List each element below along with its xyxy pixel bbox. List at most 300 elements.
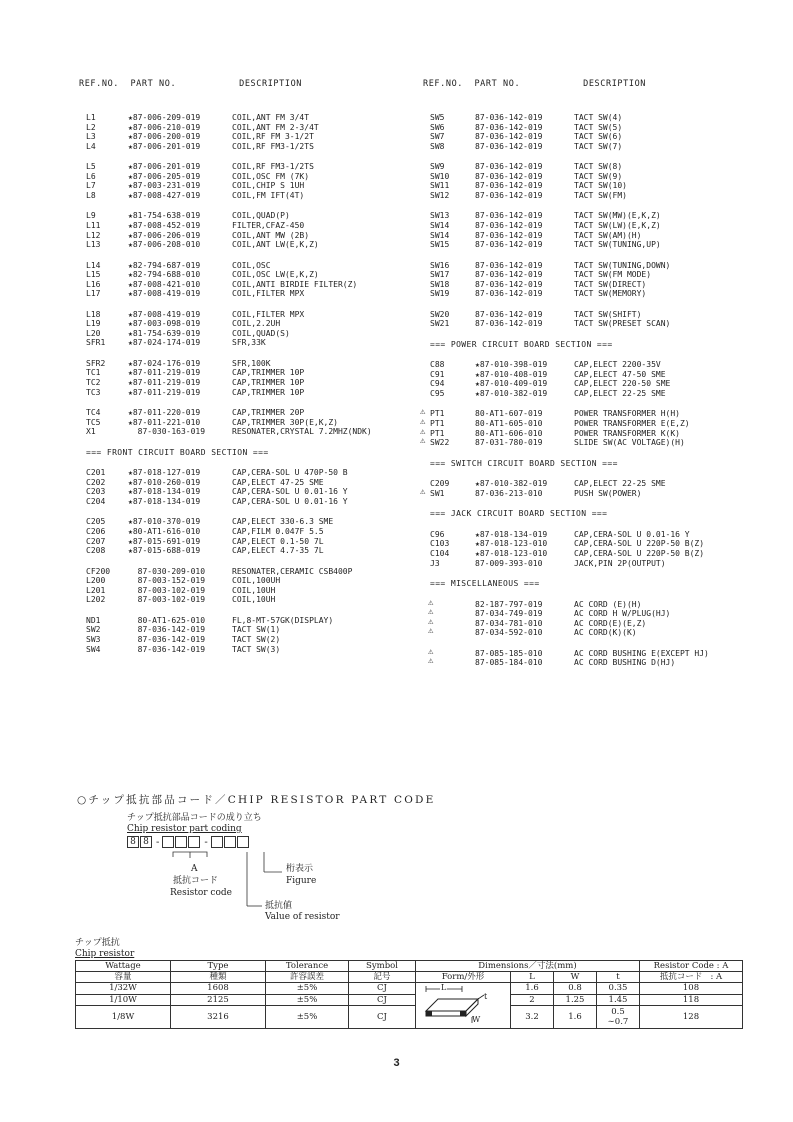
part-description: COIL,FILTER MPX — [232, 289, 305, 299]
part-number: ★81-754-638-019 — [128, 211, 201, 221]
part-description: AC CORD(E)(E,Z) — [574, 618, 647, 628]
part-number: ★87-003-098-019 — [128, 319, 201, 329]
part-ref-text: SW21 — [430, 319, 450, 329]
part-ref-text: C94 — [430, 379, 445, 389]
chip-table-title-jp: チップ抵抗 — [75, 938, 120, 948]
part-ref-text: C88 — [430, 360, 445, 370]
part-description: COIL,CHIP S 1UH — [232, 181, 305, 191]
th-type-jp: 種類 — [171, 972, 266, 983]
header-desc: DESCRIPTION — [239, 79, 303, 89]
part-description: JACK,PIN 2P(OUTPUT) — [574, 558, 666, 568]
part-number: 87-003-102-019 — [128, 585, 206, 595]
part-ref-text: SW20 — [430, 309, 450, 319]
part-ref-text: C209 — [430, 479, 450, 489]
cell-symbol: CJ — [349, 1006, 416, 1029]
part-ref-text: SFR2 — [86, 358, 106, 368]
part-description: COIL,ANT LW(E,K,Z) — [232, 240, 319, 250]
part-number: ★87-010-398-019 — [475, 360, 548, 370]
th-type: Type — [171, 961, 266, 972]
safety-warning-icon: ⚠ — [428, 656, 434, 667]
part-number: ★87-008-421-010 — [128, 279, 201, 289]
part-number: ★87-010-370-019 — [128, 517, 201, 527]
form-label-L: L — [441, 983, 447, 992]
part-ref-text: SW3 — [86, 634, 101, 644]
part-ref-text: SW9 — [430, 162, 445, 172]
part-ref-text: L12 — [86, 230, 101, 240]
part-description: COIL,RF FM 3-1/2T — [232, 132, 314, 142]
form-label-t: t — [484, 992, 488, 1001]
part-number: 87-036-142-019 — [475, 171, 543, 181]
header-part: PART NO. — [130, 79, 177, 89]
part-ref-text: C207 — [86, 536, 106, 546]
part-number: ★87-010-408-019 — [475, 369, 548, 379]
part-description: COIL,OSC — [232, 260, 271, 270]
part-description: TACT SW(10) — [574, 181, 627, 191]
chip-resistor-title: ○チップ抵抗部品コード／CHIP RESISTOR PART CODE — [77, 794, 436, 806]
code-digit-box: 8 — [140, 836, 152, 848]
part-ref-text: SW14 — [430, 230, 450, 240]
part-number: 87-036-142-019 — [475, 240, 543, 250]
part-description: CAP,CERA-SOL U 0.01-16 Y — [574, 529, 690, 539]
part-description: TACT SW(4) — [574, 113, 623, 122]
part-number: 87-036-142-019 — [475, 162, 543, 172]
part-description: COIL,100UH — [232, 576, 281, 586]
part-description: CAP,TRIMMER 10P — [232, 387, 305, 397]
part-description: COIL,ANT FM 2-3/4T — [232, 122, 319, 132]
safety-warning-icon: ⚠ — [420, 417, 426, 428]
part-description: CAP,CERA-SOL U 0.01-16 Y — [232, 487, 348, 497]
part-ref-text: L1 — [86, 113, 96, 122]
part-ref-text: SW19 — [430, 289, 450, 299]
part-number: 87-036-142-019 — [475, 181, 543, 191]
part-number: 87-030-163-019 — [128, 427, 206, 437]
part-number: ★87-006-206-019 — [128, 230, 201, 240]
code-dash: - — [204, 836, 208, 848]
part-ref-text: C202 — [86, 477, 106, 487]
part-description: TACT SW(SHIFT) — [574, 309, 642, 319]
part-ref-text: SW16 — [430, 260, 450, 270]
cell-L: 3.2 — [511, 1006, 554, 1029]
part-description: POWER TRANSFORMER H(H) — [574, 409, 680, 419]
part-number: ★82-794-688-010 — [128, 270, 201, 280]
part-ref-text: PT1 — [430, 428, 445, 438]
label-a: A — [191, 864, 198, 874]
part-description: TACT SW(5) — [574, 122, 623, 132]
part-number: ★87-015-691-019 — [128, 536, 201, 546]
th-symbol: Symbol — [349, 961, 416, 972]
cell-wattage: 1/10W — [76, 994, 171, 1006]
part-number: 87-036-142-019 — [475, 132, 543, 142]
part-description: CAP,ELECT 330-6.3 SME — [232, 517, 334, 527]
part-number: ★87-018-134-019 — [128, 487, 201, 497]
section-heading: === FRONT CIRCUIT BOARD SECTION === — [86, 447, 269, 457]
part-description: SFR,33K — [232, 338, 266, 348]
part-ref-text: C201 — [86, 468, 106, 478]
safety-warning-icon: ⚠ — [420, 436, 426, 447]
cell-tolerance: ±5% — [266, 1006, 349, 1029]
part-ref-text: C203 — [86, 487, 106, 497]
chip-form-icon — [418, 983, 508, 1025]
part-ref-text: C204 — [86, 496, 106, 506]
table-header-row — [76, 961, 743, 972]
part-number: ★80-AT1-616-010 — [128, 526, 201, 536]
part-ref-text: SW17 — [430, 270, 450, 280]
part-description: TACT SW(MEMORY) — [574, 289, 647, 299]
part-number: ★87-008-427-019 — [128, 190, 201, 200]
safety-warning-icon: ⚠ — [428, 597, 434, 608]
part-ref-text: SW12 — [430, 190, 450, 200]
cell-type: 1608 — [171, 983, 266, 995]
part-number: 80-AT1-605-010 — [475, 419, 543, 429]
part-ref-text: L17 — [86, 289, 101, 299]
part-ref-text: J3 — [430, 558, 440, 568]
part-number: 87-085-184-010 — [475, 658, 543, 668]
part-description: COIL,10UH — [232, 595, 276, 605]
part-description: CAP,CERA-SOL U 220P-50 B(Z) — [574, 548, 705, 558]
part-number: ★87-010-409-019 — [475, 379, 548, 389]
cell-symbol: CJ — [349, 983, 416, 995]
th-wattage: Wattage — [76, 961, 171, 972]
part-ref-text: SW4 — [86, 644, 101, 654]
cell-t: 0.5 ∼0.7 — [597, 1006, 640, 1029]
part-number: ★87-018-123-010 — [475, 548, 548, 558]
part-ref-text: L15 — [86, 270, 101, 280]
table-row — [76, 1006, 743, 1029]
table-row — [76, 994, 743, 1006]
header-ref: REF.NO. — [79, 79, 120, 89]
part-description: AC CORD (E)(H) — [574, 599, 642, 609]
cell-symbol: CJ — [349, 994, 416, 1006]
part-number: 87-031-780-019 — [475, 438, 543, 448]
value-jp: 抵抗値 — [265, 901, 293, 911]
part-description: SLIDE SW(AC VOLTAGE)(H) — [574, 438, 685, 448]
resistor-code-en: Resistor code — [170, 888, 232, 898]
part-description: TACT SW(TUNING,DOWN) — [574, 260, 671, 270]
part-description: CAP,ELECT 2200-35V — [574, 360, 661, 370]
header-part: PART NO. — [474, 79, 521, 89]
th-symbol-jp: 記号 — [349, 972, 416, 983]
safety-warning-icon: ⚠ — [428, 626, 434, 637]
part-number: ★87-008-452-019 — [128, 220, 201, 230]
part-description: CAP,ELECT 4.7-35 7L — [232, 546, 324, 556]
part-number: 80-AT1-606-010 — [475, 428, 543, 438]
part-description: TACT SW(MW)(E,K,Z) — [574, 211, 661, 221]
part-description: TACT SW(2) — [232, 634, 281, 644]
cell-t: 0.35 — [597, 983, 640, 995]
part-number: 87-034-781-010 — [475, 618, 543, 628]
part-number: ★87-010-260-019 — [128, 477, 201, 487]
table-row — [76, 983, 743, 995]
part-description: CAP,ELECT 22-25 SME — [574, 479, 666, 489]
part-description: COIL,ANT FM 3/4T — [232, 113, 310, 122]
part-number: ★87-011-219-019 — [128, 378, 201, 388]
part-ref-text: L4 — [86, 141, 96, 151]
part-number: ★87-006-205-019 — [128, 171, 201, 181]
part-ref-text: L14 — [86, 260, 101, 270]
section-heading: === MISCELLANEOUS === — [430, 578, 540, 588]
cell-W: 0.8 — [554, 983, 597, 995]
part-ref-text: L7 — [86, 181, 96, 191]
part-description: TACT SW(7) — [574, 141, 623, 151]
part-number: ★82-794-687-019 — [128, 260, 201, 270]
figure-jp: 桁表示 — [286, 864, 314, 874]
th-tolerance-jp: 許容誤差 — [266, 972, 349, 983]
part-ref-text: L19 — [86, 319, 101, 329]
part-number: ★87-010-382-019 — [475, 389, 548, 399]
part-number: ★87-003-231-019 — [128, 181, 201, 191]
part-description: TACT SW(8) — [574, 162, 623, 172]
part-ref-text: L18 — [86, 309, 101, 319]
part-number: ★87-011-219-019 — [128, 387, 201, 397]
part-description: CAP,ELECT 47-25 SME — [232, 477, 324, 487]
part-description: TACT SW(6) — [574, 132, 623, 142]
cell-t: 1.45 — [597, 994, 640, 1006]
part-description: AC CORD BUSHING E(EXCEPT HJ) — [574, 648, 709, 658]
safety-warning-icon: ⚠ — [420, 407, 426, 418]
part-number: 80-AT1-625-010 — [128, 615, 206, 625]
part-description: COIL,ANTI BIRDIE FILTER(Z) — [232, 279, 358, 289]
part-number: 87-036-142-019 — [475, 113, 543, 122]
part-number: ★87-018-127-019 — [128, 468, 201, 478]
part-description: RESONATER,CRYSTAL 7.2MHZ(NDK) — [232, 427, 372, 437]
part-description: TACT SW(1) — [232, 625, 281, 635]
part-number: ★87-006-209-019 — [128, 113, 201, 122]
cell-W: 1.25 — [554, 994, 597, 1006]
part-description: CAP,CERA-SOL U 220P-50 B(Z) — [574, 539, 705, 549]
part-ref-text: SW7 — [430, 132, 445, 142]
part-ref-text: TC5 — [86, 417, 101, 427]
part-ref-text: PT1 — [430, 419, 445, 429]
part-description: COIL,FM IFT(4T) — [232, 190, 305, 200]
part-number: 87-036-142-019 — [475, 309, 543, 319]
part-description: CAP,FILM 0.047F 5.5 — [232, 526, 324, 536]
th-form: Form/外形 — [416, 972, 511, 983]
part-number: ★87-024-176-019 — [128, 358, 201, 368]
part-ref-text: TC1 — [86, 368, 101, 378]
part-ref-text: TC2 — [86, 378, 101, 388]
section-heading: === SWITCH CIRCUIT BOARD SECTION === — [430, 458, 618, 468]
part-number: ★87-011-221-010 — [128, 417, 201, 427]
th-dimensions: Dimensions／寸法(mm) — [416, 961, 640, 972]
part-number: 87-036-142-019 — [475, 270, 543, 280]
figure-en: Figure — [286, 876, 317, 886]
code-digit-box: 8 — [127, 836, 139, 848]
value-en: Value of resistor — [265, 912, 340, 922]
part-number: 87-003-102-019 — [128, 595, 206, 605]
page-number: 3 — [393, 1057, 400, 1069]
part-ref-text: PT1 — [430, 409, 445, 419]
coding-title-en: Chip resistor part coding — [127, 824, 242, 834]
cell-code: 128 — [640, 1006, 743, 1029]
th-wattage-jp: 容量 — [76, 972, 171, 983]
th-resistor-code: Resistor Code : A — [640, 961, 743, 972]
part-number: 87-036-142-019 — [475, 260, 543, 270]
part-number: ★87-006-210-019 — [128, 122, 201, 132]
part-number: 87-036-142-019 — [475, 211, 543, 221]
part-number: 87-036-142-019 — [128, 644, 206, 654]
part-description: CAP,ELECT 220-50 SME — [574, 379, 671, 389]
part-ref-text: SW1 — [430, 488, 445, 498]
part-number: 87-036-142-019 — [475, 122, 543, 132]
safety-warning-icon: ⚠ — [420, 486, 426, 497]
part-ref-text: L5 — [86, 162, 96, 172]
part-number: ★87-008-419-019 — [128, 309, 201, 319]
part-description: COIL,OSC LW(E,K,Z) — [232, 270, 319, 280]
part-ref-text: X1 — [86, 427, 96, 437]
part-description: SFR,100K — [232, 358, 271, 368]
part-ref-text: L200 — [86, 576, 106, 586]
part-description: COIL,QUAD(S) — [232, 328, 290, 338]
table-header-row — [76, 972, 743, 983]
part-number: ★87-011-220-019 — [128, 408, 201, 418]
part-number: ★87-006-208-010 — [128, 240, 201, 250]
th-tolerance: Tolerance — [266, 961, 349, 972]
part-number: ★87-010-382-019 — [475, 479, 548, 489]
part-description: POWER TRANSFORMER K(K) — [574, 428, 680, 438]
part-description: CAP,TRIMMER 20P — [232, 408, 305, 418]
part-ref-text: L16 — [86, 279, 101, 289]
safety-warning-icon: ⚠ — [428, 616, 434, 627]
part-description: CAP,TRIMMER 10P — [232, 378, 305, 388]
part-number: 87-030-209-010 — [128, 566, 206, 576]
part-ref-text: SW2 — [86, 625, 101, 635]
part-ref-text: SW13 — [430, 211, 450, 221]
part-number: 87-009-393-010 — [475, 558, 543, 568]
part-description: COIL,FILTER MPX — [232, 309, 305, 319]
part-description: TACT SW(LW)(E,K,Z) — [574, 220, 661, 230]
part-ref-text: SFR1 — [86, 338, 106, 348]
part-ref-text: SW6 — [430, 122, 445, 132]
part-ref-text: C206 — [86, 526, 106, 536]
cell-code: 118 — [640, 994, 743, 1006]
cell-code: 108 — [640, 983, 743, 995]
part-description: COIL,QUAD(P) — [232, 211, 290, 221]
part-ref-text: C95 — [430, 389, 445, 399]
part-ref-text: L11 — [86, 220, 101, 230]
part-ref-text: L13 — [86, 240, 101, 250]
form-label-W: W — [472, 1015, 481, 1024]
cell-L: 2 — [511, 994, 554, 1006]
part-description: PUSH SW(POWER) — [574, 488, 642, 498]
part-description: TACT SW(9) — [574, 171, 623, 181]
part-number: 87-036-142-019 — [475, 319, 543, 329]
part-ref-text: SW14 — [430, 220, 450, 230]
part-description: COIL,RF FM3-1/2TS — [232, 162, 314, 172]
part-description: CAP,TRIMMER 10P — [232, 368, 305, 378]
part-ref-text: L3 — [86, 132, 96, 142]
part-number: 87-036-142-019 — [128, 625, 206, 635]
part-number: 82-187-797-019 — [475, 599, 543, 609]
part-description: TACT SW(AM)(H) — [574, 230, 642, 240]
part-ref-text: ND1 — [86, 615, 101, 625]
part-ref-text: L20 — [86, 328, 101, 338]
part-ref-text: C208 — [86, 546, 106, 556]
cell-type: 3216 — [171, 1006, 266, 1029]
part-description: CAP,CERA-SOL U 470P-50 B — [232, 468, 348, 478]
safety-warning-icon: ⚠ — [428, 607, 434, 618]
part-ref-text: C103 — [430, 539, 450, 549]
part-number: ★87-015-688-019 — [128, 546, 201, 556]
part-description: TACT SW(DIRECT) — [574, 279, 647, 289]
part-number: ★87-024-174-019 — [128, 338, 201, 348]
cell-wattage: 1/32W — [76, 983, 171, 995]
part-number: 87-085-185-010 — [475, 648, 543, 658]
part-description: COIL,ANT MW (2B) — [232, 230, 310, 240]
header-desc: DESCRIPTION — [583, 79, 647, 89]
th-t: t — [597, 972, 640, 983]
part-number: 87-036-142-019 — [475, 190, 543, 200]
part-ref-text: SW22 — [430, 438, 450, 448]
part-description: COIL,10UH — [232, 585, 276, 595]
section-heading: === POWER CIRCUIT BOARD SECTION === — [430, 339, 613, 349]
part-description: FILTER,CFAZ-450 — [232, 220, 305, 230]
part-description: TACT SW(FM) — [574, 190, 627, 200]
part-description: COIL,RF FM3-1/2TS — [232, 141, 314, 151]
th-resistor-code-jp: 抵抗コード : A — [640, 972, 743, 983]
part-description: AC CORD H W/PLUG(HJ) — [574, 609, 671, 619]
part-ref-text: SW8 — [430, 141, 445, 151]
part-ref-text: C205 — [86, 517, 106, 527]
part-ref-text: L201 — [86, 585, 106, 595]
part-number: 87-034-592-010 — [475, 628, 543, 638]
part-number: 87-036-142-019 — [475, 289, 543, 299]
part-ref-text: SW11 — [430, 181, 450, 191]
part-description: CAP,TRIMMER 30P(E,K,Z) — [232, 417, 338, 427]
cell-form-drawing — [416, 983, 511, 1029]
safety-warning-icon: ⚠ — [420, 426, 426, 437]
part-ref-text: L9 — [86, 211, 96, 221]
part-number: ★87-018-134-019 — [475, 529, 548, 539]
part-description: AC CORD BUSHING D(HJ) — [574, 658, 676, 668]
section-heading: === JACK CIRCUIT BOARD SECTION === — [430, 509, 608, 519]
header-ref: REF.NO. — [423, 79, 464, 89]
safety-warning-icon: ⚠ — [428, 646, 434, 657]
chip-resistor-table — [75, 960, 743, 1029]
part-ref-text: C91 — [430, 369, 445, 379]
part-description: CAP,CERA-SOL U 0.01-16 Y — [232, 496, 348, 506]
part-ref-text: C96 — [430, 529, 445, 539]
part-number: ★81-754-639-019 — [128, 328, 201, 338]
part-description: AC CORD(K)(K) — [574, 628, 637, 638]
part-description: CAP,ELECT 22-25 SME — [574, 389, 666, 399]
chip-table-title-en: Chip resistor — [75, 949, 135, 959]
part-number: ★87-006-201-019 — [128, 162, 201, 172]
part-ref-text: TC4 — [86, 408, 101, 418]
part-number: 87-036-142-019 — [128, 634, 206, 644]
th-L: L — [511, 972, 554, 983]
part-ref-text: SW15 — [430, 240, 450, 250]
part-ref-text: L6 — [86, 171, 96, 181]
part-ref-text: L2 — [86, 122, 96, 132]
part-number: 87-036-142-019 — [475, 279, 543, 289]
part-description: TACT SW(PRESET SCAN) — [574, 319, 671, 329]
part-description: TACT SW(3) — [232, 644, 281, 654]
coding-title-jp: チップ抵抗部品コードの成り立ち — [127, 813, 262, 823]
part-number: 87-036-213-010 — [475, 488, 543, 498]
part-description: FL,8-MT-57GK(DISPLAY) — [232, 615, 334, 625]
chip-table-title — [75, 938, 134, 960]
cell-tolerance: ±5% — [266, 994, 349, 1006]
part-ref-text: TC3 — [86, 387, 101, 397]
cell-wattage: 1/8W — [76, 1006, 171, 1029]
part-number: ★87-011-219-019 — [128, 368, 201, 378]
part-description: CAP,ELECT 47-50 SME — [574, 369, 666, 379]
part-ref-text: C104 — [430, 548, 450, 558]
part-number: ★87-008-419-019 — [128, 289, 201, 299]
code-dash: - — [156, 836, 160, 848]
part-description: TACT SW(TUNING,UP) — [574, 240, 661, 250]
cell-L: 1.6 — [511, 983, 554, 995]
